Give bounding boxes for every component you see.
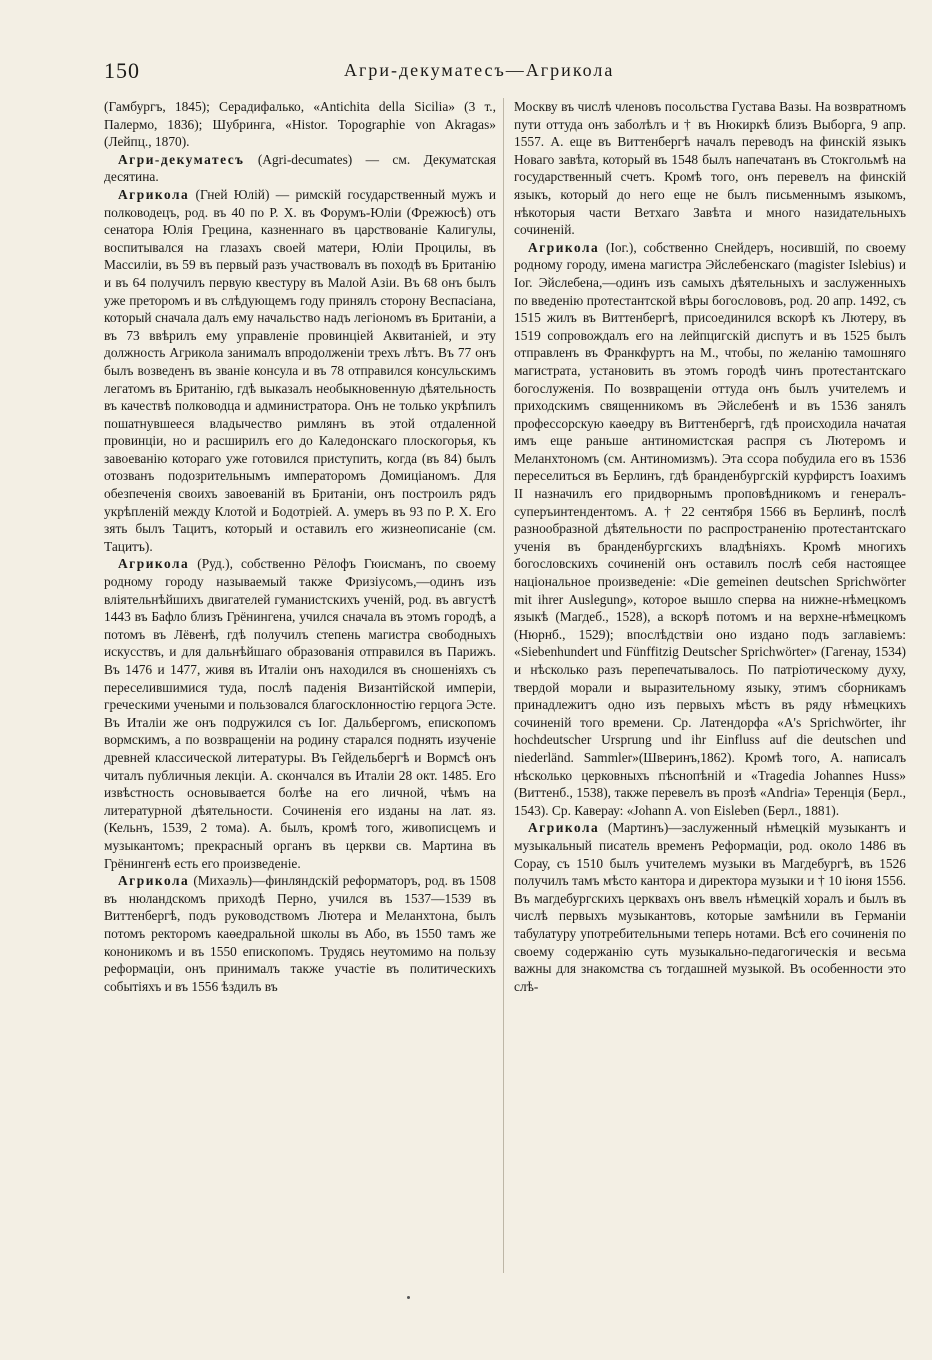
entry-continuation [514, 98, 906, 239]
entry-text: (Гамбургъ, 1845); Серадифалько, «Antichita della Sicilia» (3 т., Палермо, 1836); Шубринга, «Histor. Topographie von Akragas» (Лейпц., 1870). [104, 99, 496, 150]
right-column [514, 98, 906, 995]
entry-headword: Агрикола [528, 820, 600, 836]
entry-continuation [104, 98, 496, 151]
page-number: 150 [104, 58, 140, 83]
entry-text: (Мартинъ)—заслуженный нѣмецкій музыкантъ и музыкальный писатель временъ Реформаціи, род. около 1486 въ Сорау, съ 1510 былъ учителемъ музыки въ Магдебургѣ, въ 1526 получилъ тамъ мѣсто кантора и директора музыки и † 10 іюня 1556. Въ магдебургскихъ церквахъ онъ ввелъ нѣмецкій хоралъ и былъ въ числѣ первыхъ музыкантовъ, которые замѣнили въ Германіи табулатуру употребительными теперь нотами. Всѣ его сочиненія по своему содержанію суть музыкально-педагогическія и весьма важны для знакомства съ тогдашней музыкой. Въ особенности это слѣ- [514, 820, 906, 994]
column-gutter [503, 98, 504, 1273]
entry-headword: Агрикола [118, 556, 190, 572]
entry-headword: Агрикола [118, 873, 190, 889]
entry-headword: Агрикола [118, 186, 190, 202]
entry-agricola-rudolph [104, 555, 496, 872]
page-header [104, 58, 644, 88]
page-mark [407, 1296, 410, 1299]
entry-agricola-martin [514, 819, 906, 995]
entry-agri-decumates [104, 151, 496, 186]
entry-text: (Іог.), собственно Снейдеръ, носившій, по своему родному городу, имена магистра Эйслебенскаго (magister Islebius) и Іог. Эйслебена,—одинъ изъ самыхъ дѣятельныхъ и заслуженныхъ по введенію протестантской вѣры богослововъ, род. 20 апр. 1492, съ 1515 жилъ въ Виттенбергѣ, присоединился вскорѣ къ Лютеру, въ 1519 сопровождалъ его на лейпцигскій диспутъ и въ 1525 былъ отправленъ въ Франкфуртъ на М., чтобы, по желанію тамошняго магистрата, установить въ этомъ городѣ чинъ протестантскаго богослуженія. По возвращеніи оттуда онъ былъ учителемъ и приходскимъ священникомъ въ Эйслебенѣ и въ 1536 занялъ профессорскую каѳедру въ Виттенбергѣ, гдѣ происходила начатая имъ еще раньше антиномистская распря съ Лютеромъ и Меланхтономъ (см. Антиномизмъ). Эта ссора побудила его въ 1536 переселиться въ Берлинъ, гдѣ бранденбургскій курфирстъ Іоахимъ II назначилъ его придворнымъ проповѣдникомъ и генералъ-суперъинтендентомъ. А. † 22 сентября 1566 въ Берлинѣ, послѣ разнообразной дѣятельности по распространенію протестантскаго ученія въ бранденбургскихъ владѣніяхъ. Кромѣ многихъ богословскихъ сочиненій онъ оставилъ послѣ себя настоящее національное произведеніе: «Die gemeinen deutschen Sprichwörter mit ihrer Auslegung», которое вышло сперва на нижне-нѣмецкомъ языкѣ (Магдеб., 1528), а вскорѣ потомъ и на верхне-нѣмецкомъ (Нюрнб., 1529); впослѣдствіи оно издано подъ заглавіемъ: «Siebenhundert und Fünffitzig Deutscher Sprichwörter» (Гагенау, 1534) и нѣсколько разъ перепечатывалось. По патріотическому духу, твердой морали и выразительному языку, этимъ сборникамъ принадлежитъ одно изъ первыхъ мѣстъ въ ряду нѣмецкихъ сочиненій того времени. Ср. Латендорфа «A's Sprichwörter, ihr hochdeutscher Ursprung und ihr Einfluss auf die deutschen und niederländ. Sammler»(Шверинъ,1862). Кромѣ того, А. написалъ нѣсколько церковныхъ пѣснопѣній и «Tragedia Johannes Huss» (Виттенб., 1538), также перевелъ въ прозѣ «Andria» Теренція (Берл., 1543). Ср. Каверау: «Johann A. von Eisleben (Берл., 1881). [514, 239, 906, 818]
left-column [104, 98, 496, 995]
entry-text: (Гней Юлій) — римскій государственный мужъ и полководецъ, род. въ 40 по Р. Х. въ Форумъ-Юліи (Фрежюсѣ) отъ сенатора Юлія Грецина, казненнаго въ царствованіе Калигулы, воспитывался на глазахъ своей матери, Юліи Процилы, въ Массиліи, въ 59 въ первый разъ участвовалъ въ походѣ въ Британію и въ 64 получилъ первую квестуру въ Малой Азіи. Въ 68 онъ былъ уже преторомъ и въ слѣдующемъ году принялъ сторону Веспасіана, который сначала далъ ему начальство надъ легіономъ въ Британіи, а въ 73 ввѣрилъ ему управленіе провинціей Аквитаніей, и эту должность Агрикола занималъ впродолженіи трехъ лѣтъ. Въ 77 онъ былъ возведенъ въ званіе консула и въ 78 отправился консульскимъ легатомъ въ Британію, гдѣ выказалъ необыкновенную дѣятельность въ качествѣ полководца и администратора. Онъ не только укрѣпилъ пошатнувшееся владычество римлянъ въ этой отдаленной провинціи, но и расширилъ его до Каледонскаго плоскогорья, къ завоеванію котораго уже готовился приступить, когда (въ 84) былъ отозванъ подозрительнымъ императоромъ Домиціаномъ. Для обезпеченія своихъ завоеваній въ Британіи, онъ построилъ рядъ укрѣпленій между Клотой и Бодотріей. А. умеръ въ 93 по Р. Х. Его зять былъ Тацитъ, который и оставилъ его жизнеописаніе (см. Тацитъ). [104, 186, 496, 554]
entry-text: (Михаэль)—финляндскій реформаторъ, род. въ 1508 въ нюландскомъ приходѣ Перно, учился въ 1537—1539 въ Виттенбергѣ, подъ руководствомъ Лютера и Меланхтона, былъ потомъ ректоромъ каѳедральной школы въ Або, въ 1550 тамъ же кононикомъ и въ 1550 епископомъ. Трудясь неутомимо на пользу реформаціи, онъ принималъ также участіе въ политическихъ событіяхъ и въ 1556 ѣздилъ въ [104, 873, 496, 994]
entry-text: (Agri-decumates) — см. Декуматская десятина. [104, 151, 496, 185]
entry-text: (Руд.), собственно Рёлофъ Гюисманъ, по своему родному городу называемый также Фризіусомъ,—одинъ изъ вліятельнѣйшихъ двигателей гуманистскихъ ученій, род. въ августѣ 1443 въ Бафло близъ Грёнингена, учился сначала въ этомъ городѣ, а потомъ въ Лёвенѣ, гдѣ получилъ степень магистра свободныхъ искусствъ, и для дальнѣйшаго образованія отправился въ Парижъ. Въ 1476 и 1477, живя въ Италіи онъ находился въ сношеніяхъ съ переселившимися туда, послѣ паденія Византійской имперіи, греческими учеными и пользовался благосклонностію герцога Эсте. Въ Италіи же онъ подружился съ Іог. Дальбергомъ, епископомъ вормскимъ, а по возвращеніи на родину старался поднять изученіе древней классической литературы. Въ Гейдельбергѣ и Вормсѣ онъ читалъ публичныя лекціи. А. скончался въ Италіи 28 окт. 1485. Его извѣстность основывается болѣе на его личной, чѣмъ на литературной дѣятельности. Сочиненія его изданы на лат. яз. (Кельнъ, 1539, 2 тома). А. былъ, кромѣ того, живописцемъ и музыкантомъ; прекрасный органъ въ церкви св. Мартина въ Грёнингенѣ есть его произведеніе. [104, 556, 496, 871]
entry-agricola-johann [514, 239, 906, 820]
entry-headword: Агрикола [528, 239, 600, 255]
entry-headword: Агри-декуматесъ [118, 151, 245, 167]
entry-text: Москву въ числѣ членовъ посольства Густава Вазы. На возвратномъ пути оттуда онъ заболѣлъ и † въ Нюкиркѣ близъ Выборга, 9 апр. 1557. А. еще въ Виттенбергѣ началъ переводъ на финскій языкъ Новаго завѣта, который въ 1548 былъ напечатанъ въ Стокгольмѣ на государственный счетъ. Кромѣ того, онъ перевелъ на финскій языкъ, который до него еще не былъ письменнымъ языкомъ, нѣкоторыя части Ветхаго Завѣта и много назидательныхъ сочиненій. [514, 99, 906, 238]
entry-agricola-michael [104, 872, 496, 995]
running-title: Агри-декуматесъ—Агрикола [344, 60, 615, 80]
entry-agricola-gnaeus [104, 186, 496, 555]
